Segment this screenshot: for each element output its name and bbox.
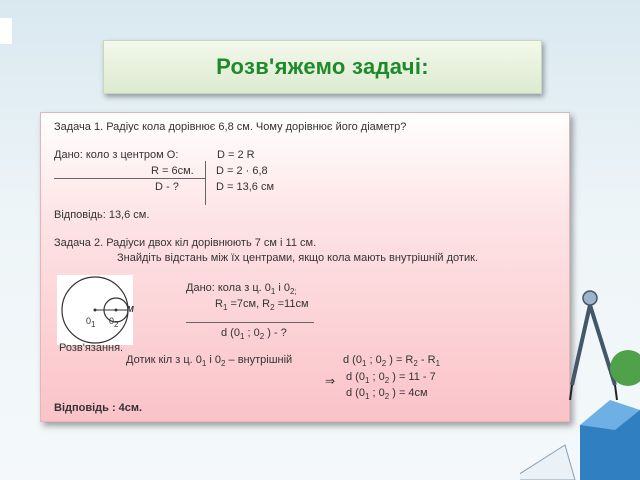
circles-figure [57,275,133,345]
task2-statement2: Знайдіть відстань між їх центрами, якщо кола мають внутрішній дотик. [117,252,478,264]
given-divider [54,178,206,179]
task2-eq3: d ($0_1$ ; $0_2$ ) = 4см [346,387,428,402]
task1-unknown: D - ? [155,181,179,193]
task2-find: d ($0_1$ ; $0_2$ ) - ? [221,327,287,342]
corner-block [0,18,12,44]
task2-solution-label: Розв'язання. [59,342,124,354]
task1-formula3: D = 13,6 см [216,181,275,193]
geometry-tools-decoration [520,250,640,480]
task2-given: Дано: кола з ц. $0_1$ і $0_{2;}$ [186,282,297,297]
page-title: Розв'яжемо задачі: [216,54,429,79]
implies-arrow: ⇒ [325,374,336,388]
given-vertical-divider [205,161,206,205]
task1-given: Дано: коло з центром О: [54,149,179,161]
task2-eq1: d ($0_1$ ; $0_2$ ) = $R_2 - R_1$ [343,354,441,369]
task1-radius: R = 6см. [151,165,194,177]
fig-o1-label: $0_1$ [86,316,96,329]
title-banner [103,40,542,94]
task1-formula2: D = 2 · 6,8 [216,165,268,177]
task2-statement: Задача 2. Радіуси двох кіл дорівнюють 7 см і 11 см. [54,237,317,249]
fig-m-label: M [127,305,134,314]
task1-formula1: D = 2 R [217,149,255,161]
task2-touch: Дотик кіл з ц. $0_1$ і $0_2$ – внутрішній [126,354,293,369]
task2-radii: $R_1 =7см$, $R_2 =11см$ [215,298,309,313]
task2-divider [186,322,314,323]
task1-statement: Задача 1. Радіус кола дорівнює 6,8 см. Чому дорівнює його діаметр? [54,121,407,133]
task2-answer: Відповідь : 4см. [54,402,143,414]
task1-answer: Відповідь: 13,6 см. [54,209,150,221]
task2-eq2: d ($0_1$ ; $0_2$ ) = 11 - 7 [346,371,436,386]
fig-o2-label: $0_2$ [109,316,119,329]
task-panel [40,112,570,422]
